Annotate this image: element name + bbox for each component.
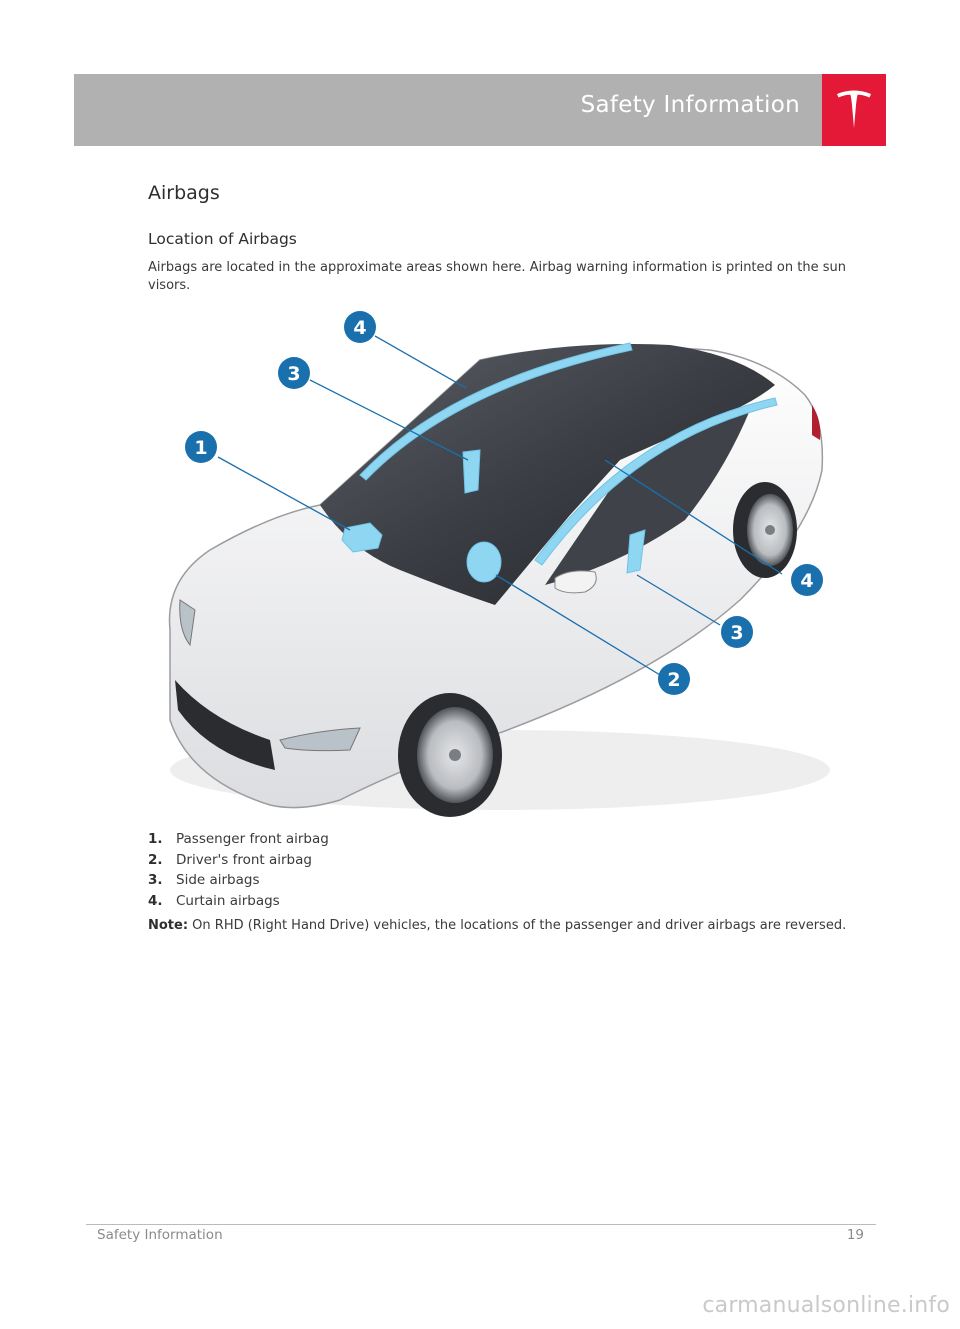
airbag-location-diagram — [150, 300, 840, 820]
callout-4-right — [791, 564, 823, 596]
note-paragraph — [148, 917, 848, 935]
footer-section: Safety Information — [97, 1227, 223, 1243]
svg-text:3: 3 — [287, 363, 301, 385]
page-number: 19 — [846, 1227, 864, 1243]
note-label: Note: — [148, 918, 189, 933]
callout-1 — [185, 431, 217, 463]
legend-item: 3. Side airbags — [148, 872, 260, 888]
section-title: Airbags — [148, 182, 220, 204]
side-airbag-passenger — [463, 450, 480, 493]
airbag-legend — [148, 829, 329, 911]
svg-text:4: 4 — [353, 317, 367, 339]
section-subtitle: Location of Airbags — [148, 230, 297, 248]
header-title: Safety Information — [580, 92, 800, 118]
side-mirror — [555, 571, 596, 593]
legend-item: 4. Curtain airbags — [148, 892, 280, 909]
legend-item: 2. Driver's front airbag — [148, 851, 312, 868]
note-text: On RHD (Right Hand Drive) vehicles, the locations of the passenger and driver airbags are reversed. — [188, 918, 847, 933]
svg-text:1: 1 — [194, 437, 208, 459]
callout-3-right — [721, 616, 753, 648]
driver-front-airbag — [467, 542, 501, 582]
header-band — [74, 74, 822, 146]
tesla-logo — [822, 74, 886, 146]
legend-item: 1. Passenger front airbag — [148, 831, 329, 847]
front-wheel — [398, 693, 502, 817]
intro-paragraph: Airbags are located in the approximate areas shown here. Airbag warning information is printed on the sun visors. — [148, 260, 846, 293]
footer-divider — [86, 1224, 876, 1225]
svg-text:3: 3 — [730, 622, 744, 644]
callout-2 — [658, 663, 690, 695]
callout-4-top — [344, 311, 376, 343]
callout-3-top — [278, 357, 310, 389]
svg-text:2: 2 — [667, 669, 681, 691]
tail-light — [812, 405, 820, 440]
watermark: carmanualsonline.info — [702, 1293, 950, 1318]
tesla-logo-icon — [835, 88, 873, 132]
svg-text:4: 4 — [800, 570, 814, 592]
